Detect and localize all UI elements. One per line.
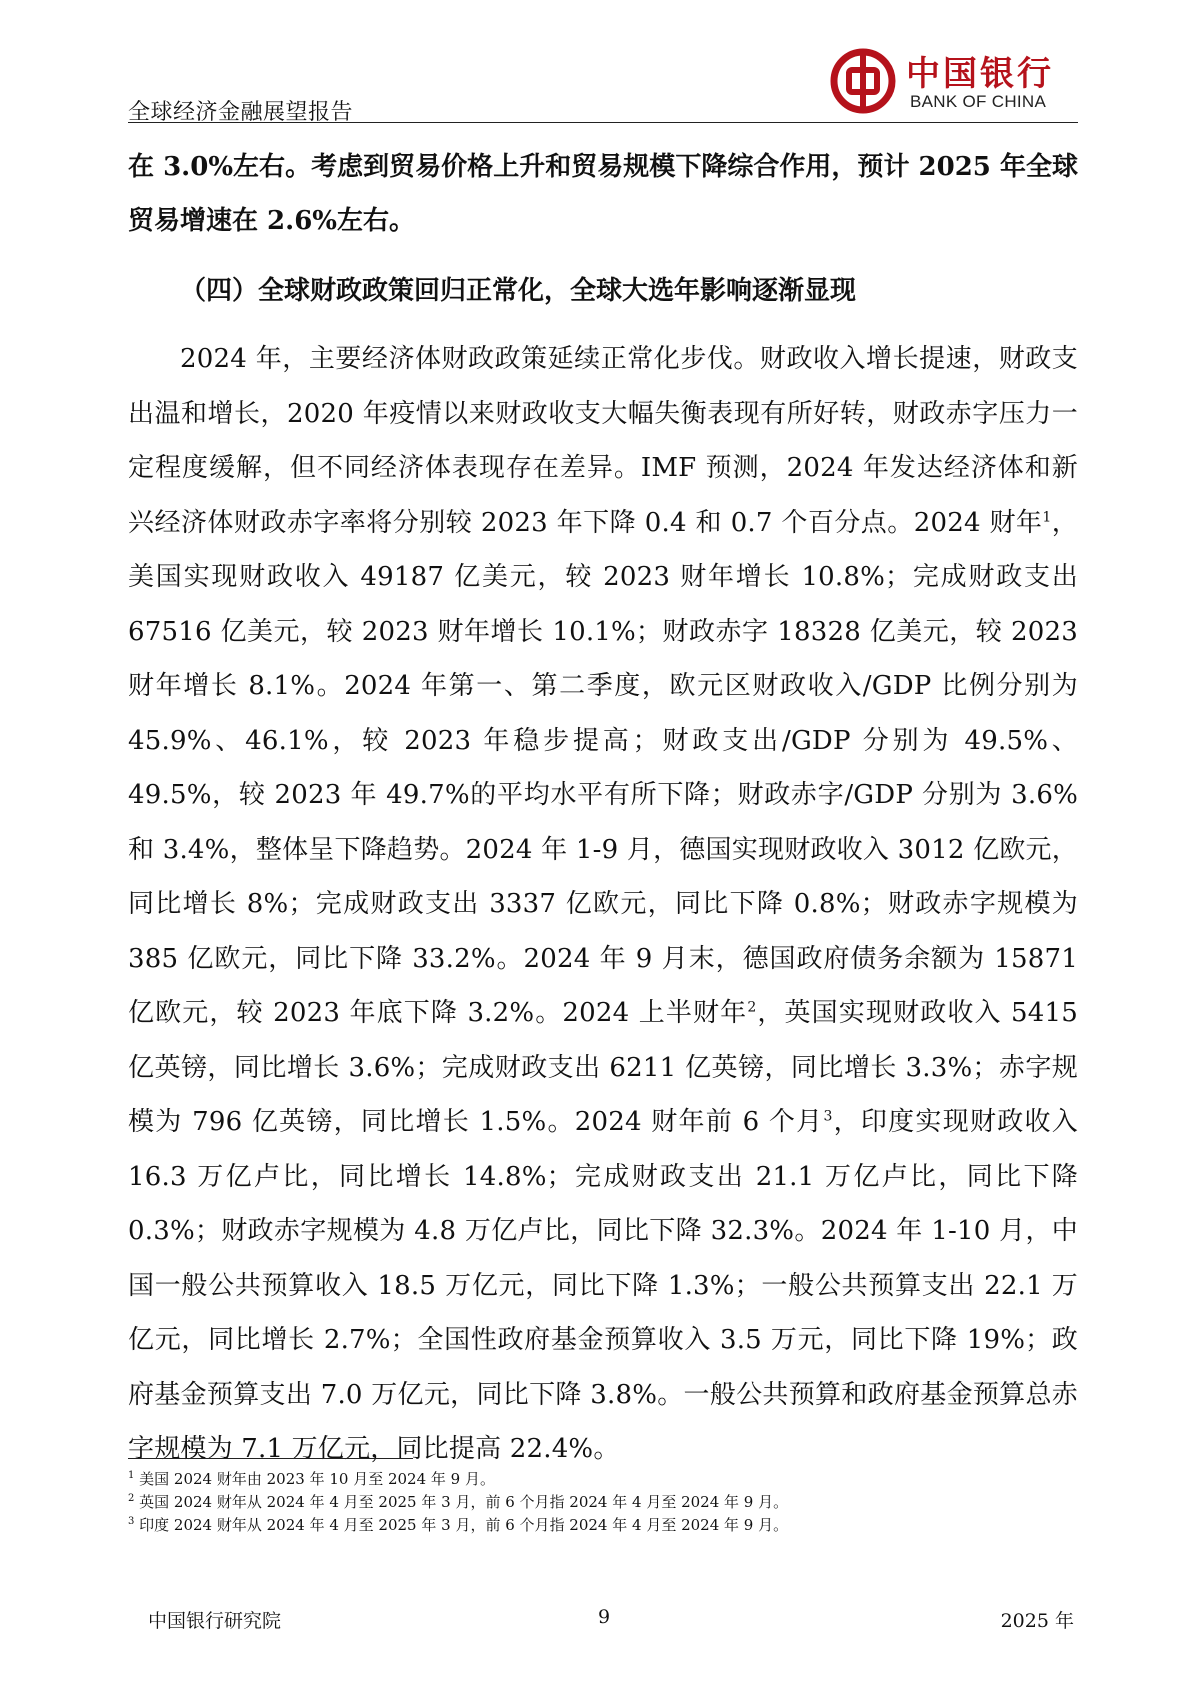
- header-divider: [128, 122, 1078, 123]
- logo-name-cn: 中国银行: [906, 54, 1054, 94]
- page-header: [128, 40, 1078, 125]
- footnote-2: [128, 1491, 1078, 1514]
- footnote-3: [128, 1514, 1078, 1537]
- footnote-text: 英国 2024 财年从 2024 年 4 月至 2025 年 3 月，前 6 个月指 2024 年 4 月至 2024 年 9 月。: [139, 1493, 789, 1511]
- paragraph-text-4: ，印度实现财政收入 16.3 万亿卢比，同比增长 14.8%；完成财政支出 21.1 万亿卢比，同比下降 0.3%；财政赤字规模为 4.8 万亿卢比，同比下降 32.3%。2024 年 1-10 月，中国一般公共预算收入 18.5 万亿元，同比下降 1.3%；一般公共预算支出 22.1 万亿元，同比增长 2.7%；全国性政府基金预算收入 3.5 万元，同比下降 19%；政府基金预算支出 7.0 万亿元，同比下降 3.8%。一般公共预算和政府基金预算总赤字规模为 7.1 万亿元，同比提高 22.4%。: [128, 1107, 1078, 1464]
- footnote-text: 印度 2024 财年从 2024 年 4 月至 2025 年 3 月，前 6 个月指 2024 年 4 月至 2024 年 9 月。: [139, 1516, 789, 1534]
- footnote-ref-2[interactable]: 2: [747, 999, 757, 1016]
- main-content: [128, 140, 1078, 1477]
- footnote-ref-3[interactable]: 3: [823, 1108, 833, 1125]
- footer-year: 2025 年: [1000, 1610, 1074, 1632]
- intro-bold-text: 在 3.0%左右。考虑到贸易价格上升和贸易规模下降综合作用，预计 2025 年全球贸易增速在 2.6%左右。: [128, 152, 1078, 236]
- footer-organization: 中国银行研究院: [148, 1610, 282, 1632]
- paragraph-text-2: ，美国实现财政收入 49187 亿美元，较 2023 财年增长 10.8%；完成财政支出 67516 亿美元，较 2023 财年增长 10.1%；财政赤字 18328 亿美元，较 2023 财年增长 8.1%。2024 年第一、第二季度，欧元区财政收入/GDP 比例分别为 45.9%、46.1%，较 2023 年稳步提高；财政支出/GDP 分别为 49.5%、49.5%，较 2023 年 49.7%的平均水平有所下降；财政赤字/GDP 分别为 3.6%和 3.4%，整体呈下降趋势。2024 年 1-9 月，德国实现财政收入 3012 亿欧元，同比增长 8%；完成财政支出 3337 亿欧元，同比下降 0.8%；财政赤字规模为 385 亿欧元，同比下降 33.2%。2024 年 9 月末，德国政府债务余额为 15871 亿欧元，较 2023 年底下降 3.2%。2024 上半财年: [128, 507, 1079, 1028]
- footnote-divider: [128, 1458, 413, 1459]
- bank-logo: [830, 46, 1070, 118]
- paragraph-text-1: 2024 年，主要经济体财政政策延续正常化步伐。财政收入增长提速，财政支出温和增长，2020 年疫情以来财政收支大幅失衡表现有所好转，财政赤字压力一定程度缓解，但不同经济体表现存在差异。IMF 预测，2024 年发达经济体和新兴经济体财政赤字率将分别较 2023 年下降 0.4 和 0.7 个百分点。2024 财年: [128, 344, 1078, 538]
- bank-of-china-logo-icon: [830, 48, 896, 114]
- footnote-text: 美国 2024 财年由 2023 年 10 月至 2024 年 9 月。: [139, 1470, 495, 1488]
- footnote-number: 2: [128, 1493, 135, 1504]
- page-number: 9: [598, 1606, 611, 1628]
- page-footer: [128, 1606, 1078, 1636]
- footnote-1: [128, 1468, 1078, 1491]
- paragraph-text-3: ，英国实现财政收入 5415 亿英镑，同比增长 3.6%；完成财政支出 6211 亿英镑，同比增长 3.3%；赤字规模为 796 亿英镑，同比增长 1.5%。2024 财年前 6 个月: [128, 998, 1078, 1137]
- footnote-ref-1[interactable]: 1: [1042, 508, 1052, 525]
- footnotes: [128, 1468, 1078, 1537]
- footnote-number: 3: [128, 1516, 135, 1527]
- logo-name-en: BANK OF CHINA: [910, 92, 1047, 111]
- footnote-number: 1: [128, 1470, 135, 1481]
- body-paragraph: [128, 332, 1078, 1477]
- section-heading: （四）全球财政政策回归正常化，全球大选年影响逐渐显现: [180, 276, 857, 306]
- report-title: 全球经济金融展望报告: [128, 100, 354, 125]
